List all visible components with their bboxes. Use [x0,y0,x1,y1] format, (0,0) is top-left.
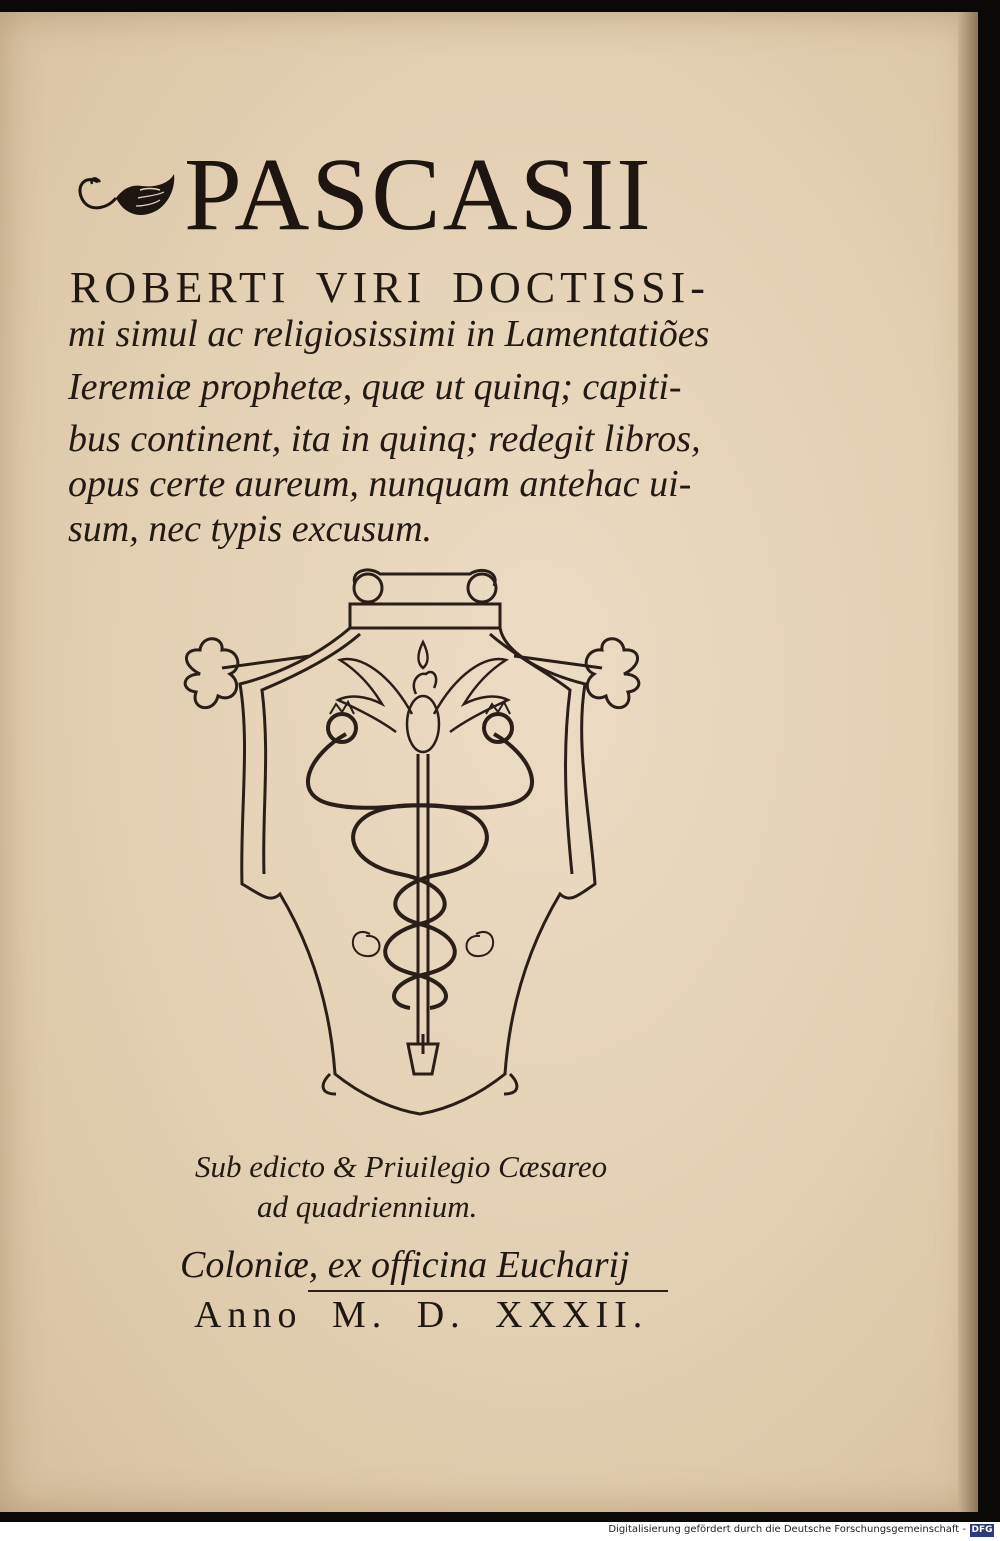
title-text-line: opus certe aureum, nunquam antehac ui- [68,463,692,505]
title-text-line: bus continent, ita in quinq; redegit libros, [68,418,701,460]
title-text-line: mi simul ac religiosissimi in Lamentatiões [68,313,710,355]
imprint-year: Anno M. D. XXXII. [194,1294,649,1336]
fleuron-ornament [70,160,180,230]
privilege-notice [195,1147,675,1227]
imprint-rule [308,1290,668,1292]
page-edge [958,12,978,1512]
privilege-line-1: Sub edicto & Priuilegio Cæsareo [195,1149,608,1184]
title-page [0,12,978,1512]
privilege-line-2: ad quadriennium. [257,1189,478,1224]
funding-credit: Digitalisierung gefördert durch die Deutsche Forschungsgemeinschaft - [608,1524,966,1535]
dfg-logo-icon: DFG [971,1525,993,1535]
footer-bar [0,1522,1000,1541]
imprint-place: Coloniæ, ex officina Eucharij [180,1244,630,1286]
printer-device-woodcut [170,564,654,1134]
title-text-line: sum, nec typis excusum. [68,508,433,550]
title-line [70,137,770,252]
imprint [180,1240,700,1340]
title-text-line: Ieremiæ prophetæ, quæ ut quinq; capiti- [68,366,682,408]
author-caps-line: ROBERTI VIRI DOCTISSI- [70,263,710,312]
main-title: PASCASII [184,137,653,252]
